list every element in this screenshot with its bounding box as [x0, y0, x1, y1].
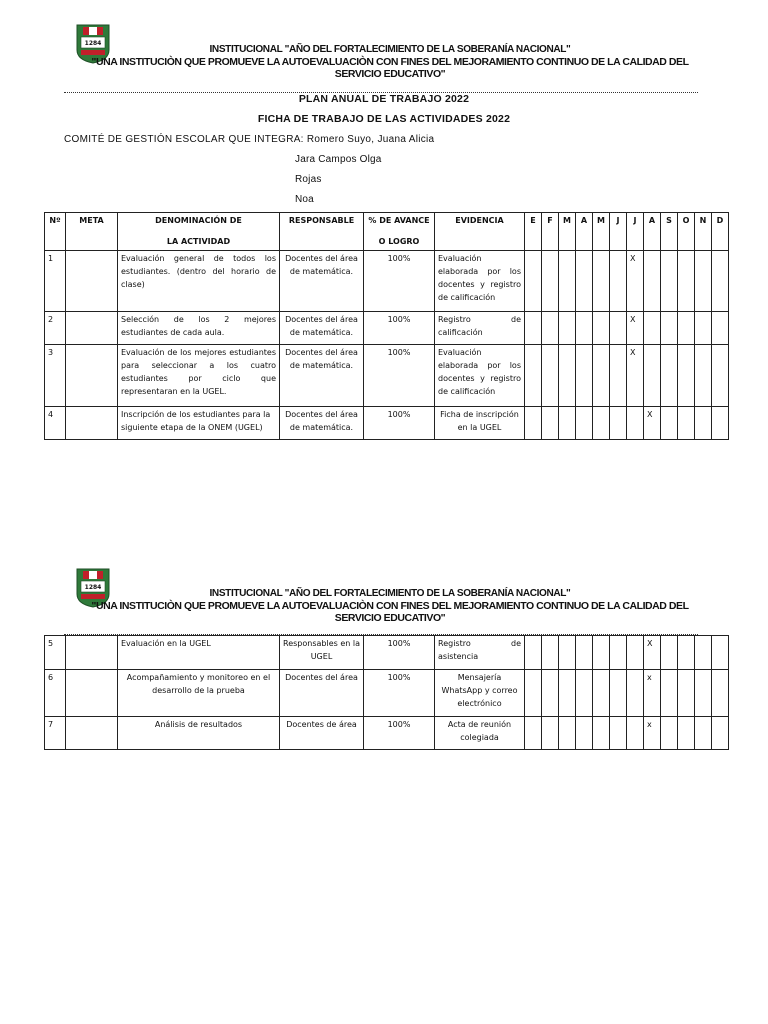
row-responsible: Docentes de área: [280, 717, 364, 750]
month-cell: [559, 670, 576, 717]
month-cell: [542, 345, 559, 407]
month-cell: [644, 251, 661, 312]
row-evidence: Registro de asistencia: [435, 636, 525, 670]
institution-motto-line: INSTITUCIONAL "AÑO DEL FORTALECIMIENTO DE LA SOBERANÍA NACIONAL": [209, 43, 571, 55]
col-header-month: S: [661, 213, 678, 251]
logo-number: 1284: [84, 40, 102, 47]
month-cell: [559, 407, 576, 440]
month-cell: [576, 345, 593, 407]
table-row: [45, 407, 729, 440]
month-cell: [559, 345, 576, 407]
row-activity: Análisis de resultados: [118, 717, 280, 750]
month-cell: [576, 251, 593, 312]
month-check-mark: X: [627, 345, 644, 407]
row-evidence: Ficha de inscripción en la UGEL: [435, 407, 525, 440]
plan-title: PLAN ANUAL DE TRABAJO 2022: [298, 93, 470, 105]
committee-member-2: Jara Campos Olga: [295, 154, 382, 165]
row-number: 1: [45, 251, 66, 312]
col-header-month: M: [593, 213, 610, 251]
month-check-mark: x: [644, 670, 661, 717]
col-header-evidence: EVIDENCIA: [435, 213, 525, 251]
row-number: 4: [45, 407, 66, 440]
col-header-progress-line2: O LOGRO: [378, 237, 420, 246]
row-number: 2: [45, 312, 66, 345]
month-cell: [661, 407, 678, 440]
row-responsible: Responsables en la UGEL: [280, 636, 364, 670]
row-responsible: Docentes del área de matemática.: [280, 345, 364, 407]
row-progress: 100%: [364, 251, 435, 312]
month-cell: [559, 312, 576, 345]
row-meta: [66, 670, 118, 717]
month-cell: [627, 717, 644, 750]
table-row: [45, 312, 729, 345]
month-cell: [525, 636, 542, 670]
row-activity: Inscripción de los estudiantes para la siguiente etapa de la ONEM (UGEL): [118, 407, 280, 440]
row-progress: 100%: [364, 717, 435, 750]
col-header-month: O: [678, 213, 695, 251]
row-responsible: Docentes del área de matemática.: [280, 312, 364, 345]
month-cell: [661, 312, 678, 345]
row-evidence: Mensajería WhatsApp y correo electrónico: [435, 670, 525, 717]
month-cell: [661, 251, 678, 312]
month-cell: [525, 407, 542, 440]
month-cell: [695, 407, 712, 440]
table-row: [45, 717, 729, 750]
month-cell: [695, 636, 712, 670]
row-meta: [66, 312, 118, 345]
row-progress: 100%: [364, 312, 435, 345]
month-cell: [559, 717, 576, 750]
month-cell: [542, 670, 559, 717]
committee-member-3: Rojas: [295, 174, 322, 185]
month-cell: [593, 636, 610, 670]
month-cell: [712, 345, 729, 407]
row-activity: Evaluación de los mejores estudiantes para seleccionar a los cuatro estudiantes por ciclo que representaran en la UGEL.: [118, 345, 280, 407]
month-cell: [610, 407, 627, 440]
month-cell: [627, 407, 644, 440]
col-header-month: E: [525, 213, 542, 251]
col-header-progress-line1: % DE AVANCE: [368, 216, 430, 225]
month-cell: [644, 345, 661, 407]
row-responsible: Docentes del área: [280, 670, 364, 717]
committee-member-4: Noa: [295, 194, 314, 205]
month-cell: [559, 636, 576, 670]
row-number: 3: [45, 345, 66, 407]
month-cell: [712, 251, 729, 312]
month-cell: [593, 407, 610, 440]
month-cell: [525, 717, 542, 750]
row-responsible: Docentes del área de matemática.: [280, 407, 364, 440]
row-meta: [66, 345, 118, 407]
table-row: [45, 345, 729, 407]
month-cell: [627, 670, 644, 717]
month-cell: [542, 717, 559, 750]
row-meta: [66, 636, 118, 670]
table-header-row: [45, 213, 729, 251]
row-progress: 100%: [364, 636, 435, 670]
month-cell: [695, 312, 712, 345]
row-activity: Evaluación general de todos los estudiantes. (dentro del horario de clase): [118, 251, 280, 312]
month-cell: [610, 251, 627, 312]
committee-line: [64, 134, 434, 145]
month-cell: [678, 345, 695, 407]
month-cell: [610, 670, 627, 717]
month-cell: [678, 717, 695, 750]
month-cell: [712, 312, 729, 345]
sheet-title: FICHA DE TRABAJO DE LAS ACTIVIDADES 2022: [257, 113, 511, 125]
month-cell: [542, 407, 559, 440]
month-cell: [678, 670, 695, 717]
month-cell: [525, 312, 542, 345]
col-header-month: F: [542, 213, 559, 251]
month-cell: [627, 636, 644, 670]
row-meta: [66, 251, 118, 312]
month-cell: [678, 636, 695, 670]
table-row: [45, 636, 729, 670]
month-cell: [695, 717, 712, 750]
month-cell: [661, 717, 678, 750]
row-meta: [66, 407, 118, 440]
row-meta: [66, 717, 118, 750]
row-evidence: Acta de reunión colegiada: [435, 717, 525, 750]
month-cell: [525, 345, 542, 407]
row-activity: Evaluación en la UGEL: [118, 636, 280, 670]
month-cell: [678, 312, 695, 345]
col-header-activity-line2: LA ACTIVIDAD: [166, 237, 231, 246]
month-check-mark: X: [644, 636, 661, 670]
month-cell: [542, 636, 559, 670]
month-cell: [661, 345, 678, 407]
month-cell: [593, 345, 610, 407]
row-number: 6: [45, 670, 66, 717]
month-cell: [593, 312, 610, 345]
month-cell: [576, 717, 593, 750]
col-header-num: Nº: [45, 213, 66, 251]
logo-number: 1284: [84, 584, 102, 591]
month-cell: [695, 251, 712, 312]
row-evidence: Evaluación elaborada por los docentes y registro de calificación: [435, 251, 525, 312]
month-cell: [542, 312, 559, 345]
month-check-mark: X: [644, 407, 661, 440]
month-cell: [695, 345, 712, 407]
col-header-responsible: RESPONSABLE: [280, 213, 364, 251]
col-header-month: J: [610, 213, 627, 251]
row-activity: Acompañamiento y monitoreo en el desarrollo de la prueba: [118, 670, 280, 717]
month-cell: [678, 407, 695, 440]
month-cell: [610, 345, 627, 407]
activities-table: [44, 212, 729, 440]
col-header-month: M: [559, 213, 576, 251]
month-cell: [610, 636, 627, 670]
month-cell: [678, 251, 695, 312]
row-responsible: Docentes del área de matemática.: [280, 251, 364, 312]
row-evidence: Evaluación elaborada por los docentes y registro de calificación: [435, 345, 525, 407]
month-cell: [712, 717, 729, 750]
col-header-month: D: [712, 213, 729, 251]
row-progress: 100%: [364, 670, 435, 717]
row-progress: 100%: [364, 407, 435, 440]
col-header-month: A: [644, 213, 661, 251]
month-cell: [610, 312, 627, 345]
row-number: 5: [45, 636, 66, 670]
month-cell: [576, 312, 593, 345]
month-cell: [712, 636, 729, 670]
row-evidence: Registro de calificación: [435, 312, 525, 345]
col-header-progress: [364, 213, 435, 251]
month-check-mark: X: [627, 312, 644, 345]
committee-label: COMITÉ DE GESTIÓN ESCOLAR QUE INTEGRA:: [64, 134, 304, 145]
col-header-month: A: [576, 213, 593, 251]
month-cell: [695, 670, 712, 717]
institution-mission-line: "UNA INSTITUCIÒN QUE PROMUEVE LA AUTOEVALUACIÒN CON FINES DEL MEJORAMIENTO CONTINUO DE LA CALIDAD DEL SERVICIO EDUCATIVO": [91, 56, 689, 80]
month-cell: [644, 312, 661, 345]
table-row: [45, 670, 729, 717]
institution-motto-line: INSTITUCIONAL "AÑO DEL FORTALECIMIENTO DE LA SOBERANÍA NACIONAL": [209, 587, 571, 599]
activities-table-continued: [44, 635, 729, 750]
col-header-month: N: [695, 213, 712, 251]
col-header-activity: [118, 213, 280, 251]
month-cell: [525, 251, 542, 312]
table-row: [45, 251, 729, 312]
month-cell: [610, 717, 627, 750]
month-cell: [576, 636, 593, 670]
month-cell: [593, 251, 610, 312]
month-cell: [576, 407, 593, 440]
month-check-mark: x: [644, 717, 661, 750]
col-header-meta: META: [66, 213, 118, 251]
row-number: 7: [45, 717, 66, 750]
month-check-mark: X: [627, 251, 644, 312]
month-cell: [712, 407, 729, 440]
committee-member-1: Romero Suyo, Juana Alicia: [306, 134, 435, 145]
row-activity: Selección de los 2 mejores estudiantes de cada aula.: [118, 312, 280, 345]
month-cell: [559, 251, 576, 312]
month-cell: [525, 670, 542, 717]
row-progress: 100%: [364, 345, 435, 407]
month-cell: [542, 251, 559, 312]
institution-mission-line: "UNA INSTITUCIÒN QUE PROMUEVE LA AUTOEVALUACIÒN CON FINES DEL MEJORAMIENTO CONTINUO DE LA CALIDAD DEL SERVICIO EDUCATIVO": [91, 600, 689, 624]
col-header-month: J: [627, 213, 644, 251]
month-cell: [661, 670, 678, 717]
month-cell: [712, 670, 729, 717]
month-cell: [593, 670, 610, 717]
col-header-activity-line1: DENOMINACIÓN DE: [155, 216, 242, 225]
month-cell: [576, 670, 593, 717]
month-cell: [661, 636, 678, 670]
month-cell: [593, 717, 610, 750]
